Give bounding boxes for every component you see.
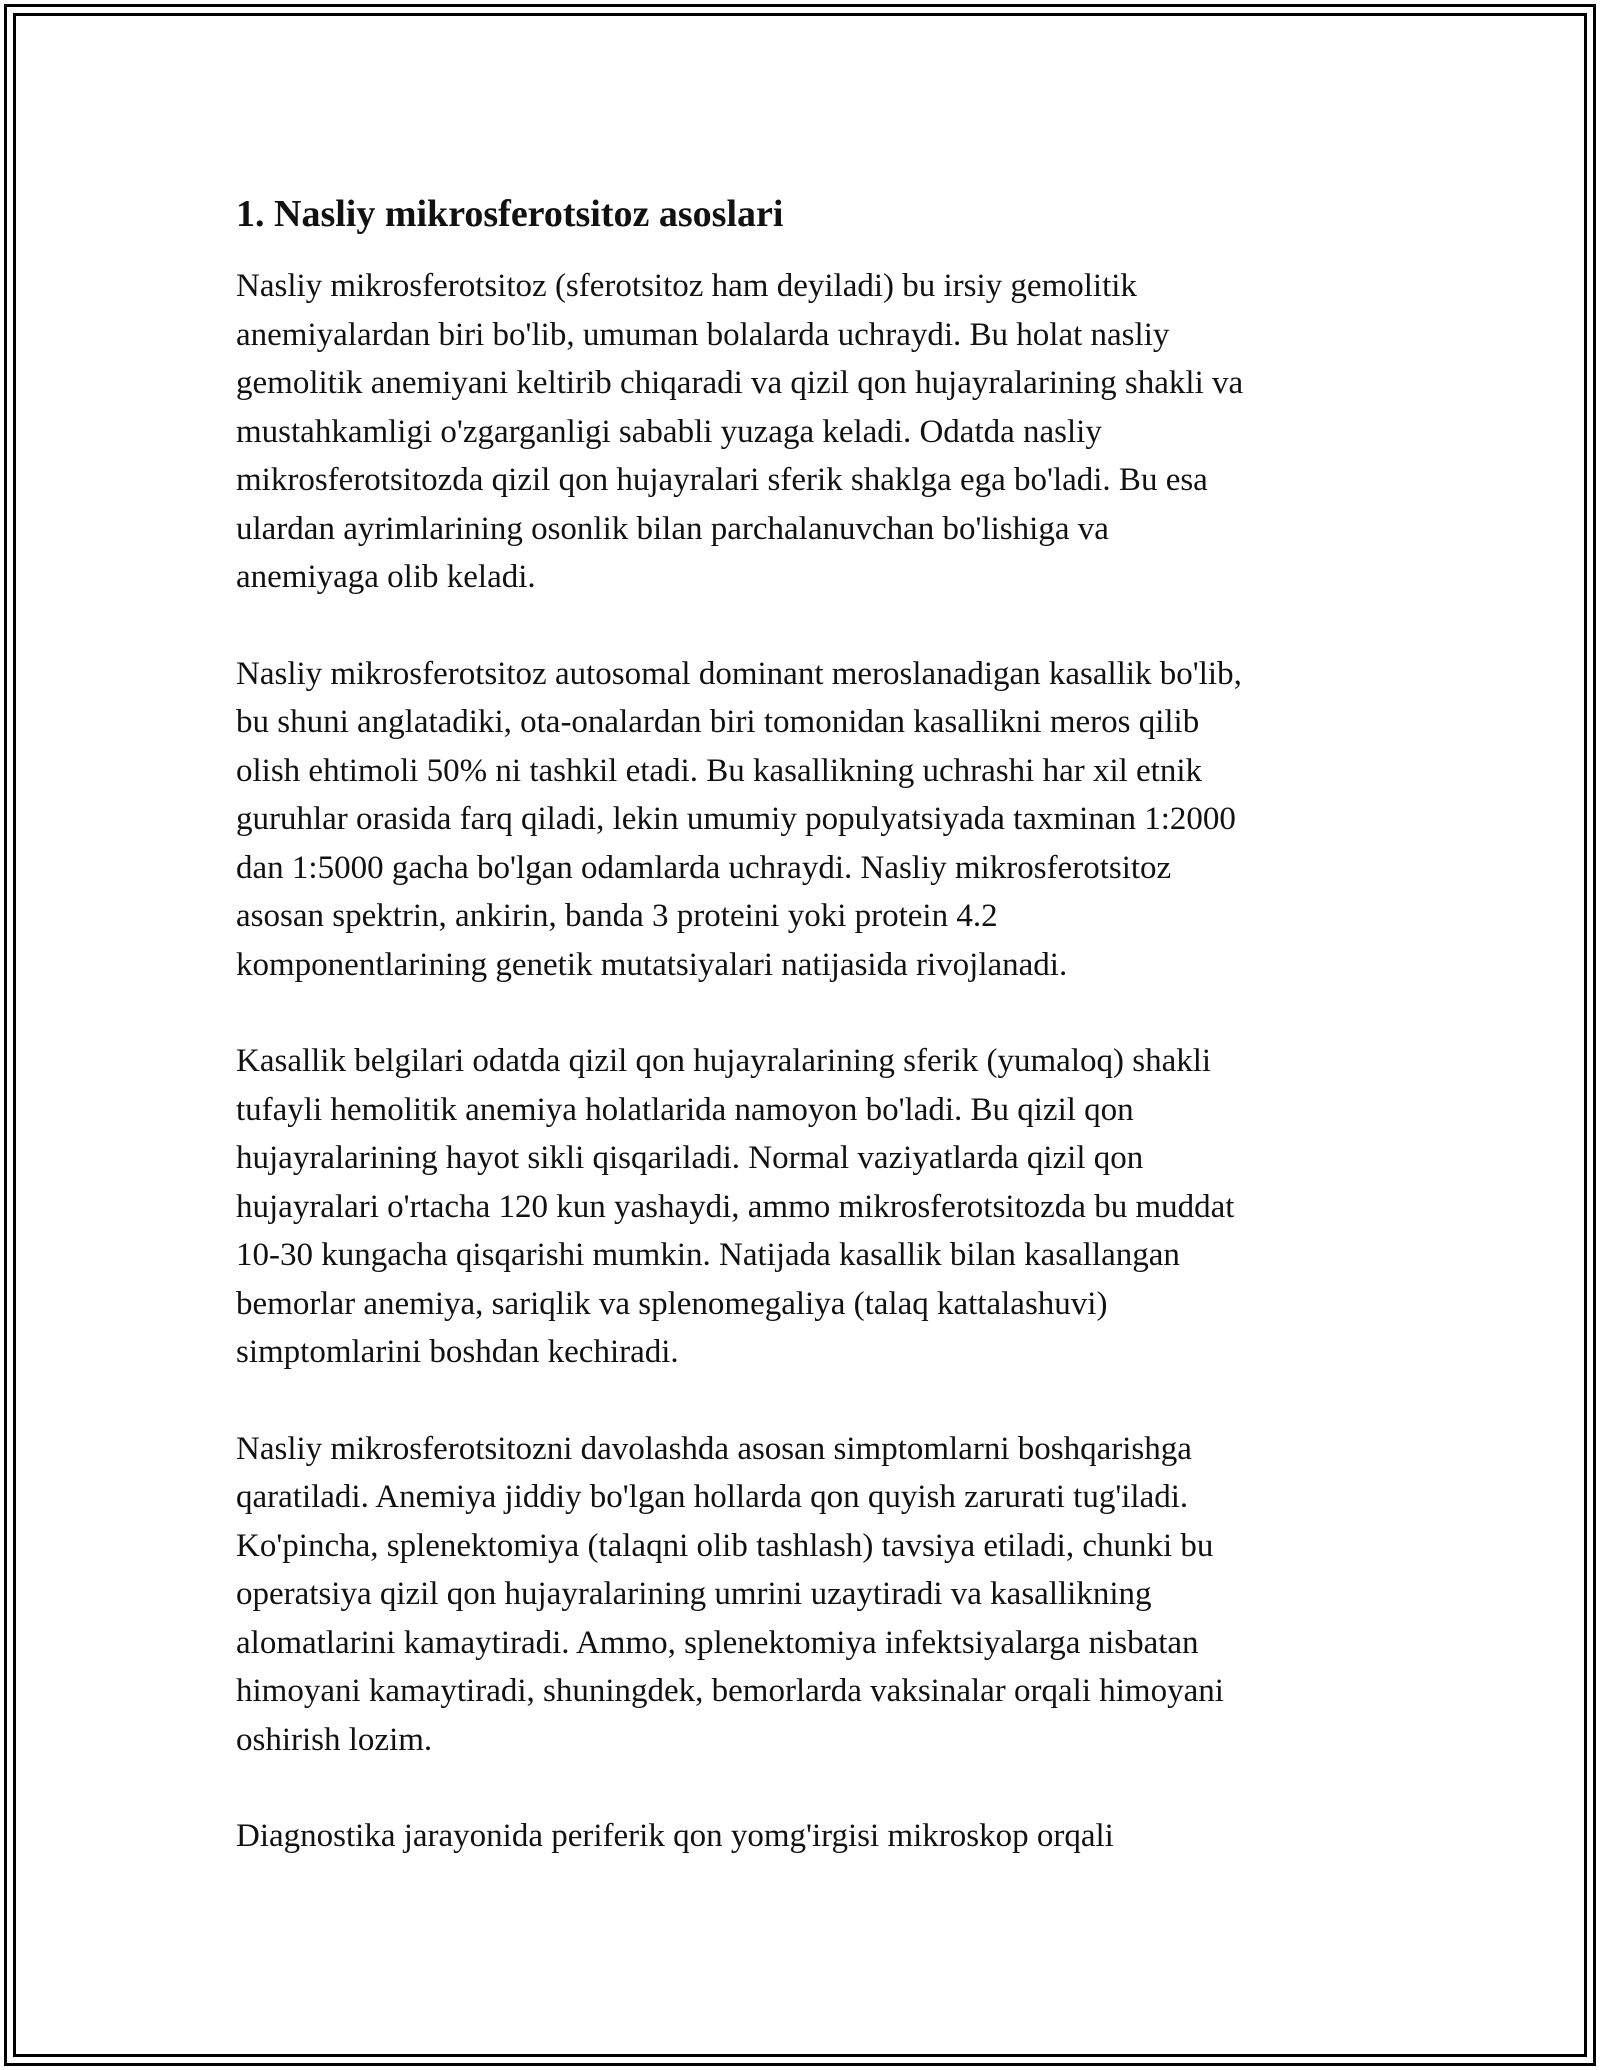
- paragraph-3: Kasallik belgilari odatda qizil qon hujayralarining sferik (yumaloq) shakli tufayli hemolitik anemiya holatlarida namoyon bo'ladi. Bu qizil qon hujayralarining hayot sikli qisqariladi. Normal vaziyatlarda qizil qon hujayralari o'rtacha 120 kun yashaydi, ammo mikrosferotsitozda bu muddat 10-30 kungacha qisqarishi mumkin. Natijada kasallik bilan kasallangan bemorlar anemiya, sariqlik va splenomegaliya (talaq kattalashuvi) simptomlarini boshdan kechiradi.: [236, 1043, 1235, 1370]
- document-body: [236, 186, 1366, 1909]
- paragraph-1: Nasliy mikrosferotsitoz (sferotsitoz ham deyiladi) bu irsiy gemolitik anemiyalardan biri bo'lib, umuman bolalarda uchraydi. Bu holat nasliy gemolitik anemiyani keltirib chiqaradi va qizil qon hujayralarining shakli va mustahkamligi o'zgarganligi sababli yuzaga keladi. Odatda nasliy mikrosferotsitozda qizil qon hujayralari sferik shaklga ega bo'ladi. Bu esa ulardan ayrimlarining osonlik bilan parchalanuvchan bo'lishiga va anemiyaga olib keladi.: [236, 268, 1244, 595]
- page-title: 1. Nasliy mikrosferotsitoz asoslari: [236, 193, 784, 235]
- paragraph-4: Nasliy mikrosferotsitozni davolashda asosan simptomlarni boshqarishga qaratiladi. Anemiya jiddiy bo'lgan hollarda qon quyish zarurati tug'iladi. Ko'pincha, splenektomiya (talaqni olib tashlash) tavsiya etiladi, chunki bu operatsiya qizil qon hujayralarining umrini uzaytiradi va kasallikning alomatlarini kamaytiradi. Ammo, splenektomiya infektsiyalarga nisbatan himoyani kamaytiradi, shuningdek, bemorlarda vaksinalar orqali himoyani oshirish lozim.: [236, 1430, 1224, 1758]
- paragraph-2: Nasliy mikrosferotsitoz autosomal dominant meroslanadigan kasallik bo'lib, bu shuni anglatadiki, ota-onalardan biri tomonidan kasallikni meros qilib olish ehtimoli 50% ni tashkil etadi. Bu kasallikning uchrashi har xil etnik guruhlar orasida farq qiladi, lekin umumiy populyatsiyada taxminan 1:2000 dan 1:5000 gacha bo'lgan odamlarda uchraydi. Nasliy mikrosferotsitoz asosan spektrin, ankirin, banda 3 proteini yoki protein 4.2 komponentlarining genetik mutatsiyalari natijasida rivojlanadi.: [236, 655, 1242, 983]
- paragraph-5: Diagnostika jarayonida periferik qon yomg'irgisi mikroskop orqali: [236, 1818, 1114, 1854]
